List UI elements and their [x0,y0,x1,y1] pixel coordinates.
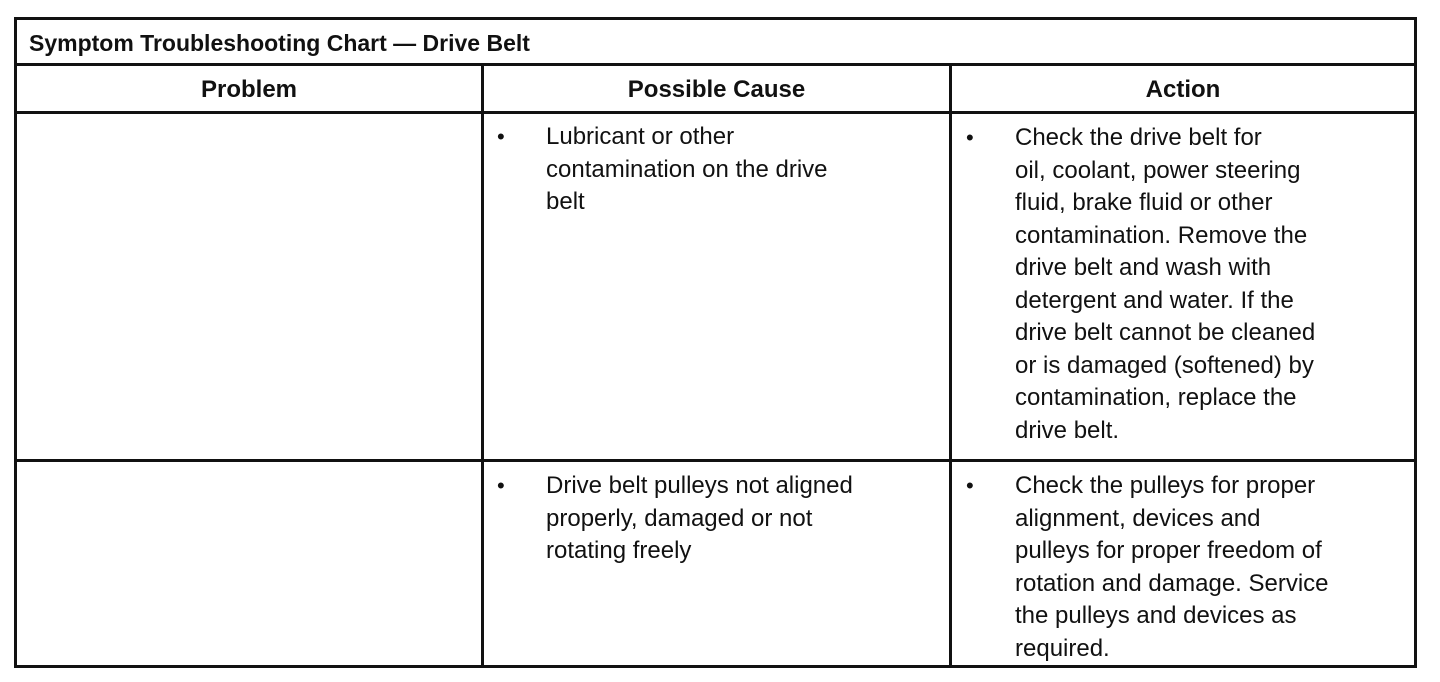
text-line: pulleys for proper freedom of [1015,537,1322,564]
text-line: Check the pulleys for proper [1015,472,1316,499]
text-line: alignment, devices and [1015,504,1261,532]
cause-cell [484,114,949,459]
problem-cell [17,114,481,459]
text-line: properly, damaged or not [546,504,813,532]
action-cell [952,462,1414,665]
text-line: required. [1015,634,1110,662]
text-line: contamination, replace the [1015,384,1297,411]
text-line: contamination on the drive [546,155,828,183]
text-line: belt [546,188,585,215]
text-line: drive belt. [1015,416,1120,444]
cause-cell [484,462,949,665]
text-line: contamination. Remove the [1015,221,1308,249]
text-line: oil, coolant, power steering [1015,156,1301,184]
table-row [17,462,1414,665]
bullet-icon: • [497,473,505,498]
text-line: or is damaged (softened) by [1015,351,1314,379]
bullet-icon: • [966,125,974,150]
action-cell [952,114,1414,459]
action-text [1015,122,1315,447]
header-possible-cause: Possible Cause [627,76,806,103]
problem-cell [17,462,481,665]
text-line: drive belt and wash with [1015,254,1272,281]
bullet-icon: • [966,473,974,498]
text-line: Drive belt pulleys not aligned [546,472,853,499]
bullet-icon: • [497,124,505,149]
table-title: Symptom Troubleshooting Chart — Drive Belt [17,20,1414,66]
cause-text [546,121,828,219]
troubleshooting-table [14,17,1417,668]
text-line: drive belt cannot be cleaned [1015,319,1316,346]
cause-text [546,470,853,568]
text-line: rotation and damage. Service [1015,569,1329,597]
text-line: fluid, brake fluid or other [1015,189,1273,216]
table-row [17,114,1414,462]
header-action: Action [1145,76,1221,103]
header-problem: Problem [200,76,298,103]
text-line: Check the drive belt for [1015,124,1262,151]
text-line: detergent and water. If the [1015,286,1294,314]
text-line: Lubricant or other [546,123,735,150]
action-text [1015,470,1329,665]
text-line: the pulleys and devices as [1015,602,1297,629]
table-header-row [17,66,1414,114]
text-line: rotating freely [546,537,692,564]
